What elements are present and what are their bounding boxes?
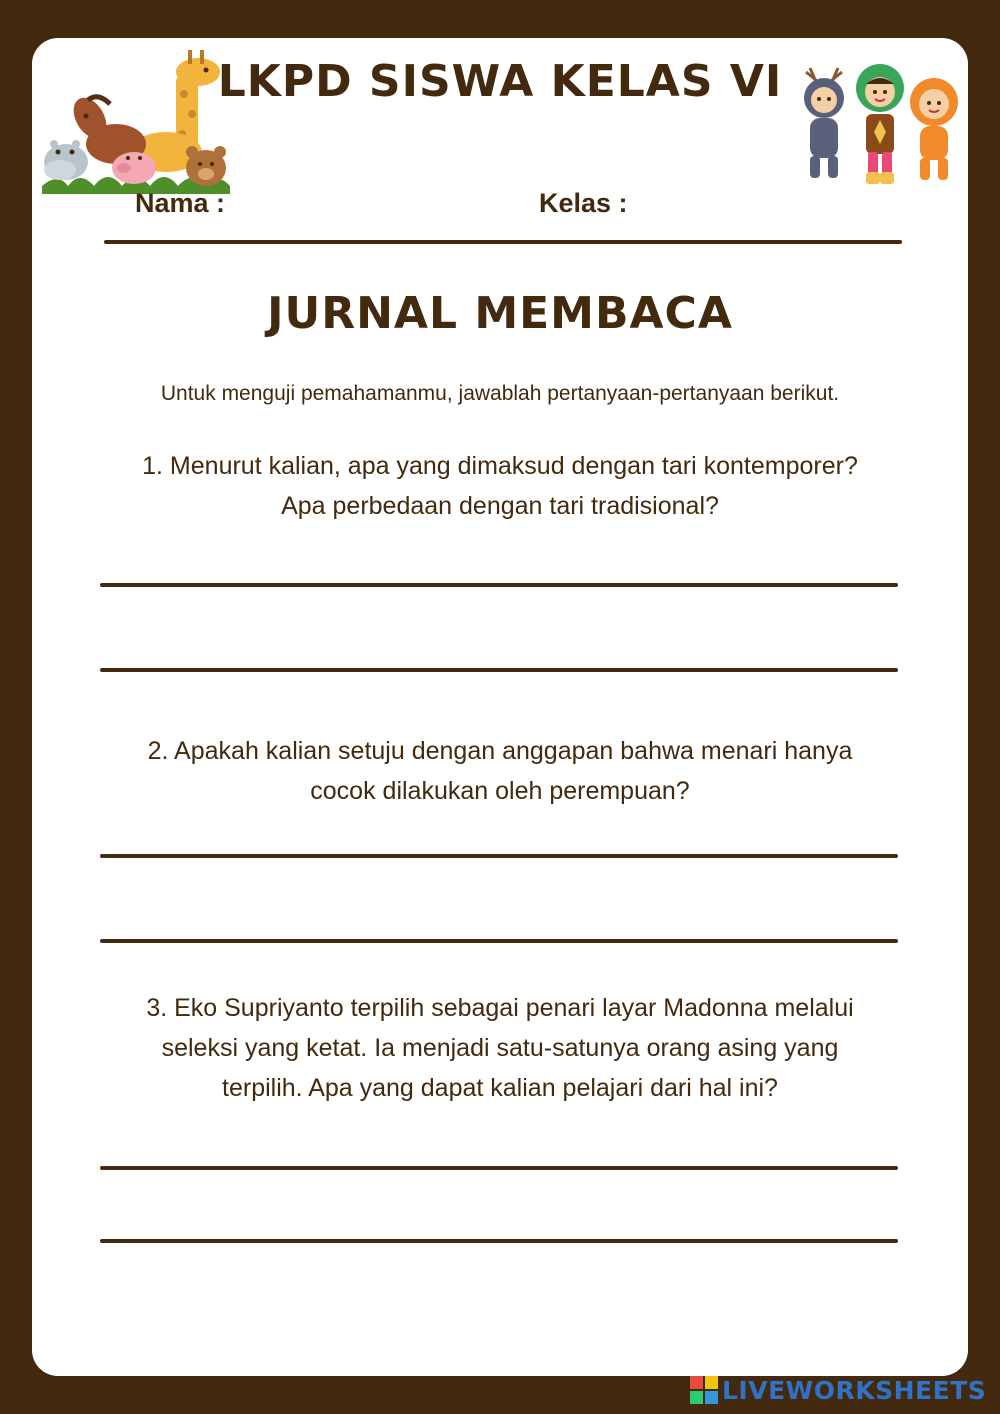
question-2 xyxy=(70,731,930,811)
worksheet-paper xyxy=(32,38,968,1376)
nama-label: Nama : xyxy=(135,188,226,218)
worksheet-title: LKPD SISWA KELAS VI xyxy=(217,56,783,107)
answer-line-q1-a[interactable] xyxy=(100,583,898,587)
answer-line-q3-b[interactable] xyxy=(100,1239,898,1243)
answer-line-q3-a[interactable] xyxy=(100,1166,898,1170)
kelas-label: Kelas : xyxy=(539,188,628,218)
question-2-line-2: cocok dilakukan oleh perempuan? xyxy=(310,777,690,805)
question-2-line-1: 2. Apakah kalian setuju dengan anggapan bahwa menari hanya xyxy=(147,737,853,765)
answer-line-q1-b[interactable] xyxy=(100,668,898,672)
answer-line-q2-a[interactable] xyxy=(100,854,898,858)
question-1-line-2: Apa perbedaan dengan tari tradisional? xyxy=(281,492,719,520)
instruction-text: Untuk menguji pemahamanmu, jawablah pertanyaan-pertanyaan berikut. xyxy=(160,382,840,405)
liveworksheets-logo-icon xyxy=(690,1376,718,1404)
liveworksheets-watermark xyxy=(690,1374,986,1406)
question-1 xyxy=(70,446,930,526)
name-class-answer-line[interactable] xyxy=(104,240,902,244)
answer-line-q2-b[interactable] xyxy=(100,939,898,943)
section-title: JURNAL MEMBACA xyxy=(267,288,733,339)
question-1-line-1: 1. Menurut kalian, apa yang dimaksud dengan tari kontemporer? xyxy=(142,452,858,480)
question-3-line-1: 3. Eko Supriyanto terpilih sebagai penari layar Madonna melalui xyxy=(146,994,854,1022)
question-3-line-3: terpilih. Apa yang dapat kalian pelajari dari hal ini? xyxy=(222,1074,778,1102)
question-3-line-2: seleksi yang ketat. Ia menjadi satu-satunya orang asing yang xyxy=(161,1034,839,1062)
watermark-text: LIVEWORKSHEETS xyxy=(722,1375,987,1405)
question-3 xyxy=(70,988,930,1108)
